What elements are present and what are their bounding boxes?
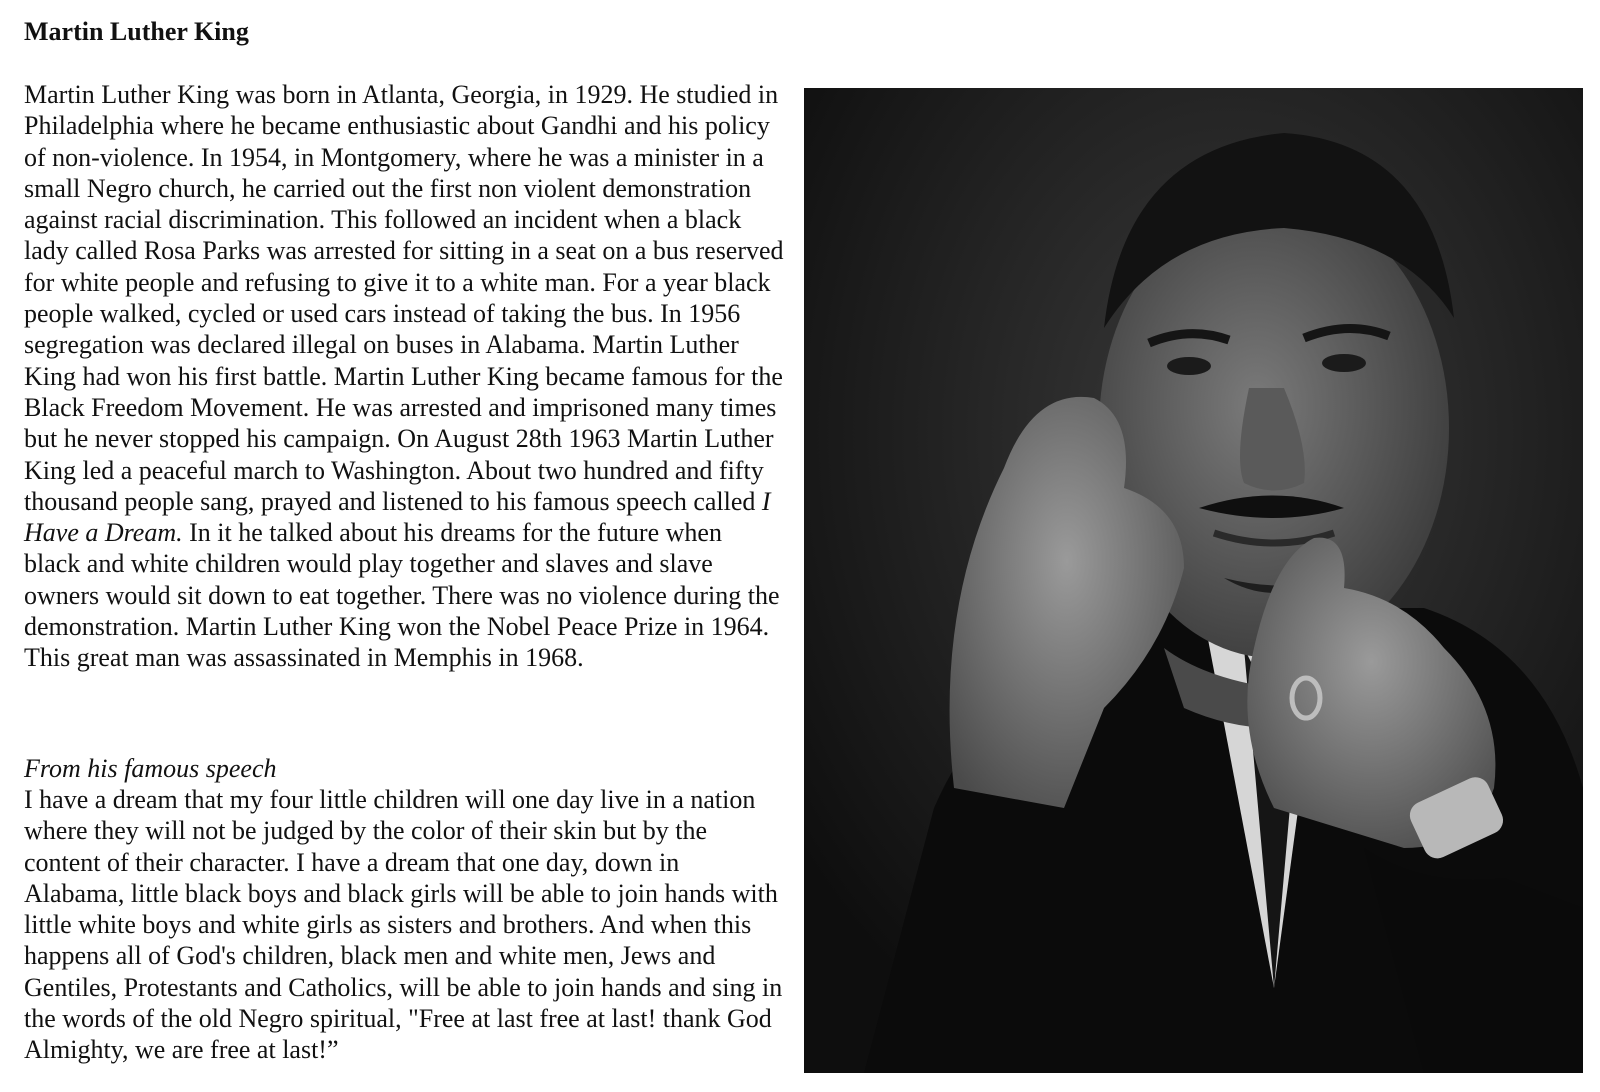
left-eye: [1167, 357, 1211, 375]
speech-quote: I have a dream that my four little children will one day live in a nation where they will not be judged by the color of their skin but by the content of their character. I have a dream that one day, down in Alabama, little black boys and black girls will be able to join hands with little white boys and white girls as sisters and brothers. And when this happens all of God's children, black men and white men, Jews and Gentiles, Protestants and Catholics, will be able to join hands and sing in the words of the old Negro spiritual, "Free at last free at last! thank God Almighty, we are free at last!”: [24, 785, 783, 1065]
right-eye: [1322, 354, 1366, 372]
biography-text-part2: In it he talked about his dreams for the future when black and white children would play together and slaves and slave owners would sit down to eat together. There was no violence during the demonstration. Martin Luther King won the Nobel Peace Prize in 1964. This great man was assassinated in Memphis in 1968.: [24, 518, 780, 673]
biography-paragraph: [24, 79, 784, 674]
speech-heading: From his famous speech: [24, 754, 277, 783]
biography-text-part1: Martin Luther King was born in Atlanta, Georgia, in 1929. He studied in Philadelphia where he became enthusiastic about Gandhi and his policy of non-violence. In 1954, in Montgomery, where he was a minister in a small Negro church, he carried out the first non violent demonstration against racial discrimination. This followed an incident when a black lady called Rosa Parks was arrested for sitting in a seat on a bus reserved for white people and refusing to give it to a white man. For a year black people walked, cycled or used cars instead of taking the bus. In 1956 segregation was declared illegal on buses in Alabama. Martin Luther King had won his first battle. Martin Luther King became famous for the Black Freedom Movement. He was arrested and imprisoned many times but he never stopped his campaign. On August 28th 1963 Martin Luther King led a peaceful march to Washington. About two hundred and fifty thousand people sang, prayed and listened to his famous speech called: [24, 80, 784, 516]
portrait-photo: [804, 88, 1583, 1073]
portrait-illustration: [804, 88, 1583, 1073]
page-title: Martin Luther King: [24, 17, 249, 46]
speech-name: I Have a Dream.: [24, 486, 771, 548]
